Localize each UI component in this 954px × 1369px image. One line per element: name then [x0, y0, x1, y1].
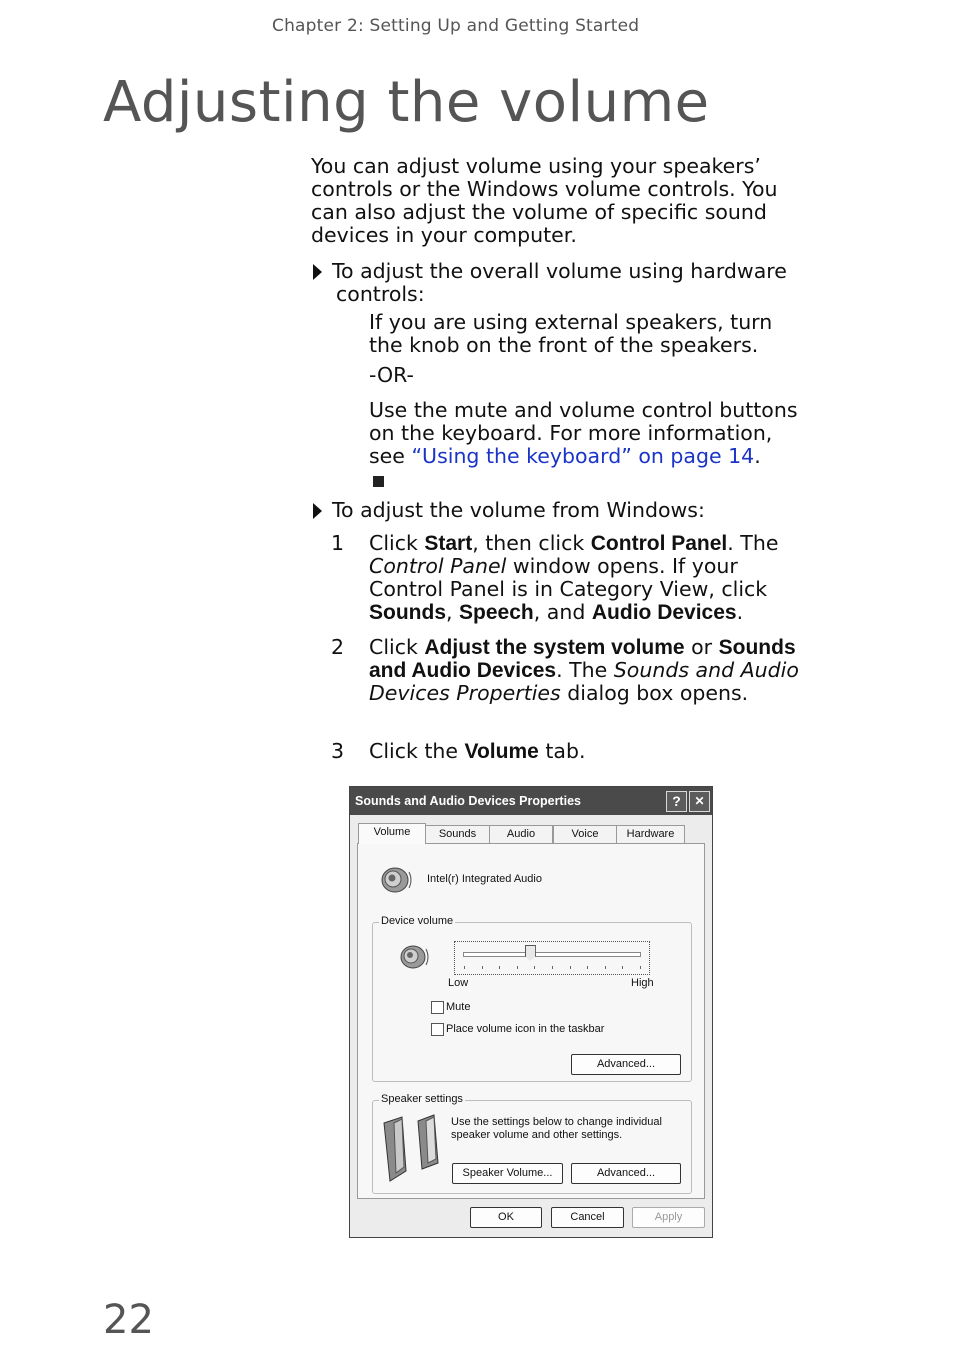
tab-volume[interactable]: Volume: [358, 823, 426, 844]
slider-tick: [482, 966, 483, 969]
step-number: 2: [331, 635, 345, 659]
dialog-name: Sounds and Audio Devices Properties: [369, 658, 799, 705]
tab-audio[interactable]: Audio: [489, 825, 553, 843]
keyboard-instruction-text: Use the mute and volume control buttons on the keyboard. For more information, see: [369, 398, 798, 468]
speaker-volume-button[interactable]: Speaker Volume...: [452, 1163, 563, 1184]
dialog-title: Sounds and Audio Devices Properties: [355, 794, 581, 808]
page-number: 22: [103, 1297, 154, 1343]
step-text: Click Start, then click Control Panel. The Control Panel window opens. If your Control Panel is in Category View, click Sounds, Speech, and Audio Devices.: [369, 531, 779, 624]
mute-checkbox[interactable]: [431, 1001, 444, 1014]
slider-tick: [622, 966, 623, 969]
step-2: [331, 636, 816, 705]
keyboard-instruction-end: .: [754, 444, 761, 468]
ui-term: Speech: [459, 601, 534, 624]
taskbar-icon-label[interactable]: Place volume icon in the taskbar: [446, 1023, 605, 1035]
device-name: Intel(r) Integrated Audio: [427, 873, 542, 885]
ui-term: Sounds and Audio Devices: [369, 636, 796, 682]
step-3: [331, 740, 821, 763]
sounds-properties-dialog: [349, 786, 713, 1238]
ui-term: Control Panel: [590, 532, 728, 555]
hardware-instruction: If you are using external speakers, turn the knob on the front of the speakers.: [369, 310, 773, 357]
low-label: Low: [448, 977, 469, 989]
volume-advanced-button[interactable]: Advanced...: [571, 1054, 681, 1075]
procedure-heading-line2: controls:: [336, 282, 425, 306]
volume-slider-track: [463, 952, 641, 957]
page-title: Adjusting the volume: [103, 70, 710, 135]
apply-button[interactable]: Apply: [632, 1207, 705, 1228]
slider-tick: [605, 966, 606, 969]
speaker-advanced-button[interactable]: Advanced...: [571, 1163, 681, 1184]
or-separator: -OR-: [369, 363, 414, 387]
high-label: High: [631, 977, 654, 989]
slider-tick: [464, 966, 465, 969]
slider-tick: [570, 966, 571, 969]
ok-button[interactable]: OK: [470, 1207, 542, 1228]
speakers-icon: [380, 1113, 444, 1185]
slider-tick: [640, 966, 641, 969]
end-of-procedure-icon: [373, 476, 384, 487]
slider-tick: [517, 966, 518, 969]
tab-hardware[interactable]: Hardware: [616, 825, 685, 843]
ui-term: Sounds: [369, 601, 446, 624]
step-1: [331, 532, 811, 624]
cancel-button[interactable]: Cancel: [551, 1207, 624, 1228]
step-text: Click the Volume tab.: [369, 739, 586, 763]
ui-term: Start: [424, 532, 473, 555]
triangle-bullet-icon: [313, 264, 322, 280]
dialog-titlebar[interactable]: [350, 787, 712, 815]
intro-paragraph: You can adjust volume using your speakers’ controls or the Windows volume controls. You can also adjust the volume of specific sound devices in your computer.: [311, 154, 778, 247]
procedure-heading-line1: To adjust the overall volume using hardware: [332, 259, 787, 283]
tab-sounds[interactable]: Sounds: [425, 825, 490, 843]
step-text: Click Adjust the system volume or Sounds and Audio Devices. The Sounds and Audio Devices Properties dialog box opens.: [369, 635, 799, 705]
slider-tick: [587, 966, 588, 969]
speaker-icon: [398, 942, 432, 972]
volume-slider-thumb[interactable]: [525, 945, 536, 961]
running-header: Chapter 2: Setting Up and Getting Started: [272, 16, 640, 36]
mute-label[interactable]: Mute: [446, 1001, 471, 1013]
volume-slider[interactable]: [454, 941, 650, 975]
ui-term: Audio Devices: [591, 601, 737, 624]
window-name: Control Panel: [369, 554, 507, 578]
keyboard-instruction: [369, 399, 814, 468]
speaker-settings-text: Use the settings below to change individual speaker volume and other settings.: [451, 1116, 662, 1141]
close-button[interactable]: ✕: [689, 791, 710, 812]
keyboard-link[interactable]: “Using the keyboard” on page 14: [411, 444, 755, 468]
slider-tick: [552, 966, 553, 969]
step-number: 1: [331, 531, 345, 555]
procedure-heading-hardware: [313, 260, 813, 306]
speaker-icon: [379, 864, 415, 896]
procedure-heading-windows: [313, 499, 813, 522]
tab-strip: [358, 823, 708, 844]
tab-voice[interactable]: Voice: [553, 825, 617, 843]
taskbar-icon-checkbox[interactable]: [431, 1023, 444, 1036]
triangle-bullet-icon: [313, 503, 322, 519]
speaker-settings-label: Speaker settings: [381, 1093, 463, 1105]
step-number: 3: [331, 739, 345, 763]
device-volume-label: Device volume: [381, 915, 454, 927]
slider-tick: [534, 966, 535, 969]
ui-term: Volume: [464, 740, 539, 763]
procedure-heading-text: To adjust the volume from Windows:: [332, 498, 705, 522]
ui-term: Adjust the system volume: [424, 636, 685, 659]
slider-tick: [499, 966, 500, 969]
help-button[interactable]: ?: [666, 791, 687, 812]
